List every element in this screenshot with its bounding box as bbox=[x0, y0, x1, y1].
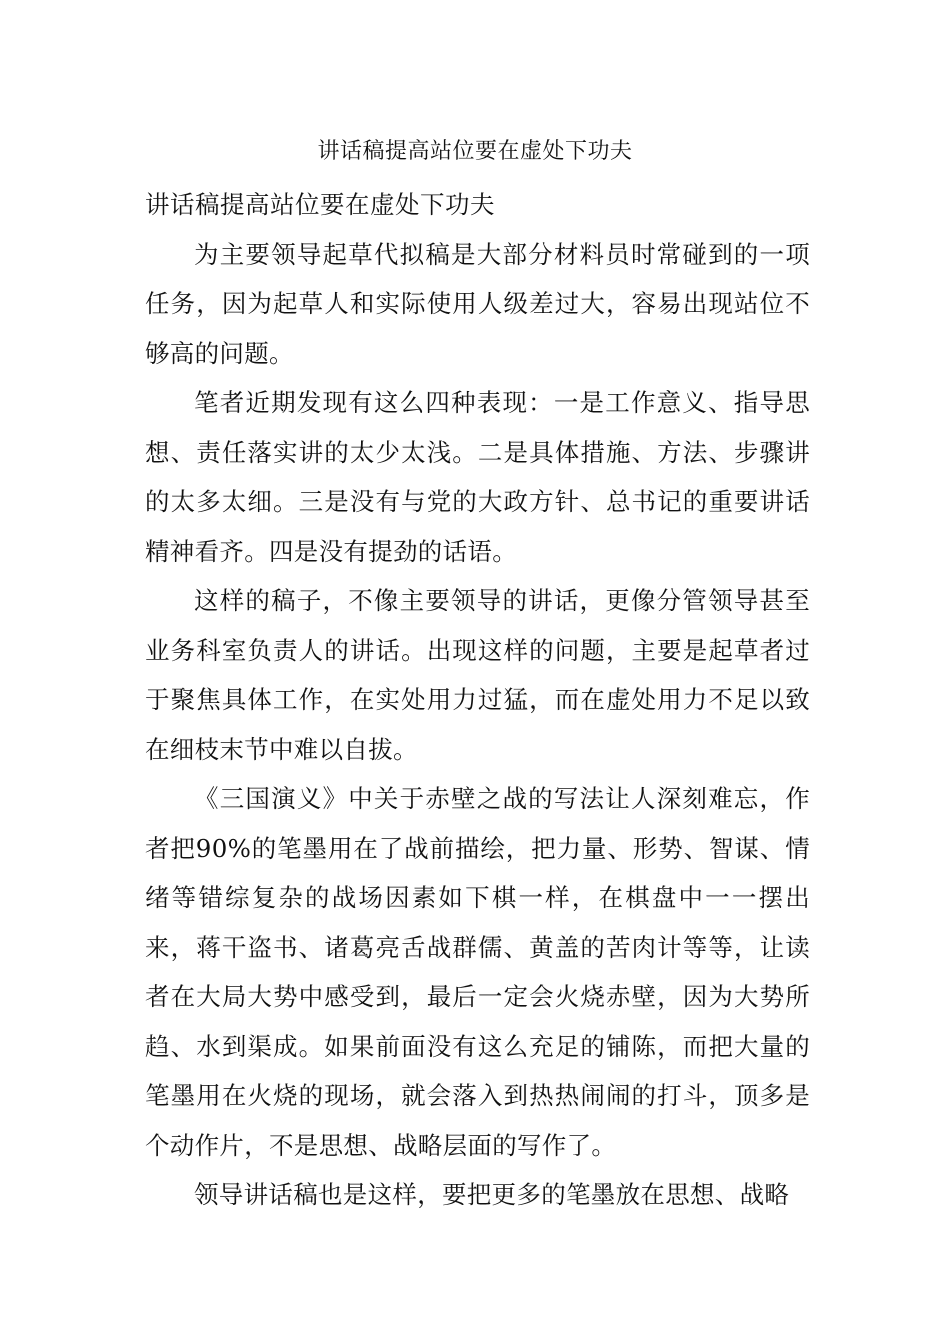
paragraph-4: 《三国演义》中关于赤壁之战的写法让人深刻难忘，作者把90%的笔墨用在了战前描绘，把力量、形势、智谋、情绪等错综复杂的战场因素如下棋一样，在棋盘中一一摆出来，蒋干盗书、诸葛亮舌战群儒、黄盖的苦肉计等等，让读者在大局大势中感受到，最后一定会火烧赤壁，因为大势所趋、水到渠成。如果前面没有这么充足的铺陈，而把大量的笔墨用在火烧的现场，就会落入到热热闹闹的打斗，顶多是个动作片，不是思想、战略层面的写作了。 bbox=[145, 784, 810, 1160]
paragraph-1: 为主要领导起草代拟稿是大部分材料员时常碰到的一项任务，因为起草人和实际使用人级差过大，容易出现站位不够高的问题。 bbox=[145, 239, 810, 368]
paragraph-3: 这样的稿子，不像主要领导的讲话，更像分管领导甚至业务科室负责人的讲话。出现这样的问题，主要是起草者过于聚焦具体工作，在实处用力过猛，而在虚处用力不足以致在细枝末节中难以自拔。 bbox=[145, 586, 810, 764]
paragraph-5: 领导讲话稿也是这样，要把更多的笔墨放在思想、战略 bbox=[194, 1180, 790, 1209]
document-subtitle: 讲话稿提高站位要在虚处下功夫 bbox=[145, 190, 495, 219]
document-title: 讲话稿提高站位要在虚处下功夫 bbox=[317, 139, 633, 164]
document-body bbox=[145, 180, 810, 1220]
paragraph-2: 笔者近期发现有这么四种表现：一是工作意义、指导思想、责任落实讲的太少太浅。二是具体措施、方法、步骤讲的太多太细。三是没有与党的大政方针、总书记的重要讲话精神看齐。四是没有提劲的话语。 bbox=[145, 388, 810, 566]
